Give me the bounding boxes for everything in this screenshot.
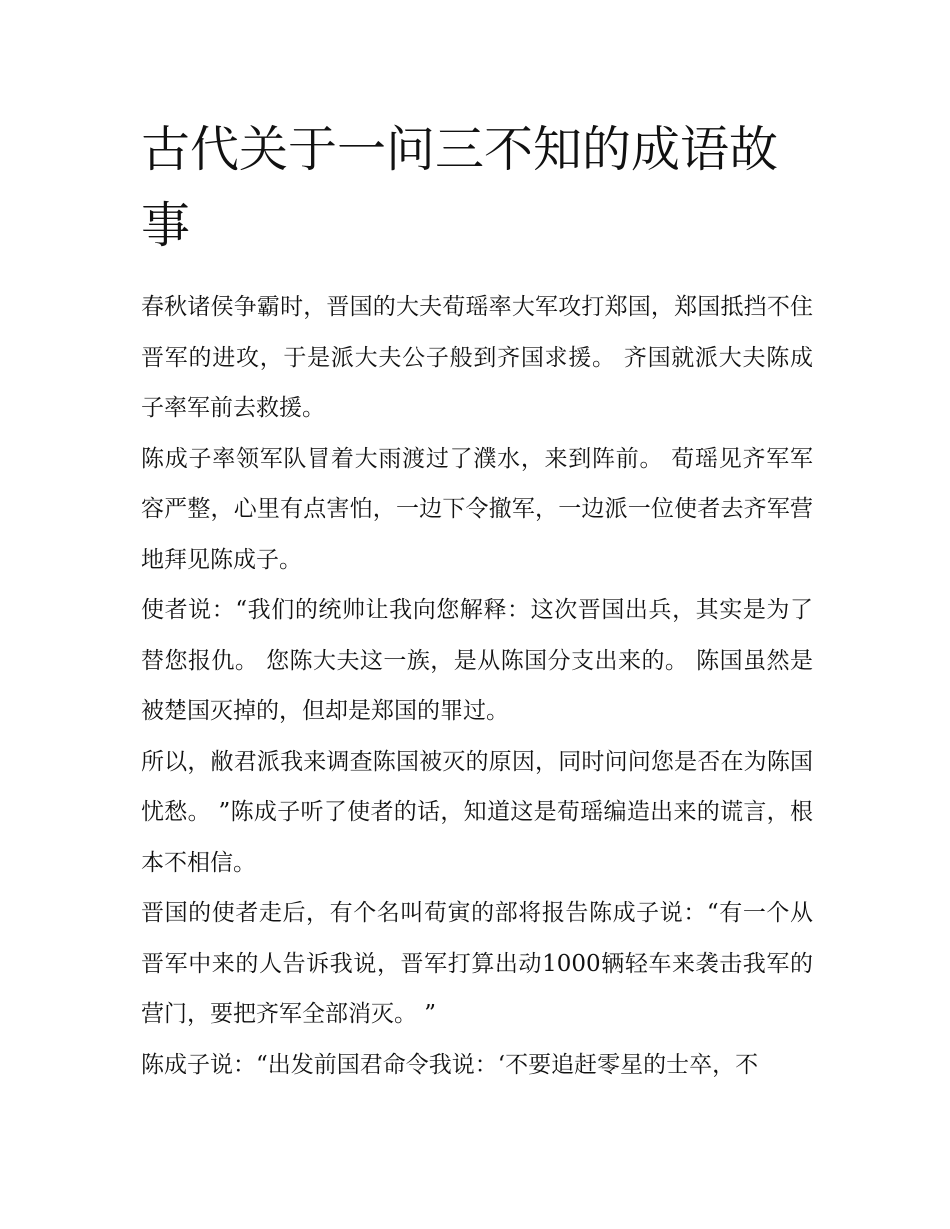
paragraph: 使者说：“我们的统帅让我向您解释：这次晋国出兵，其实是为了替您报仇。 您陈大夫这一族，是从陈国分支出来的。 陈国虽然是被楚国灭掉的，但却是郑国的罪过。	[141, 597, 813, 724]
paragraph: 陈成子率领军队冒着大雨渡过了濮水，来到阵前。 荀瑶见齐军军容严整，心里有点害怕，一边下令撤军，一边派一位使者去齐军营地拜见陈成子。	[141, 445, 813, 573]
page-title: 古代关于一问三不知的成语故事	[141, 121, 779, 254]
paragraph: 陈成子说：“出发前国君命令我说：‘不要追赶零星的士卒，不	[141, 1051, 759, 1078]
document-content	[141, 112, 813, 1090]
document-body	[141, 282, 813, 1090]
paragraph: 晋国的使者走后，有个名叫荀寅的部将报告陈成子说：“有一个从晋军中来的人告诉我说，晋军打算出动1000辆轻车来袭击我军的营门，要把齐军全部消灭。 ”	[141, 900, 813, 1027]
paragraph: 所以，敝君派我来调查陈国被灭的原因，同时问问您是否在为陈国忧愁。 ”陈成子听了使者的话，知道这是荀瑶编造出来的谎言，根本不相信。	[141, 748, 813, 876]
paragraph: 春秋诸侯争霸时，晋国的大夫荀瑶率大军攻打郑国，郑国抵挡不住晋军的进攻，于是派大夫公子般到齐国求援。 齐国就派大夫陈成子率军前去救援。	[141, 294, 813, 421]
